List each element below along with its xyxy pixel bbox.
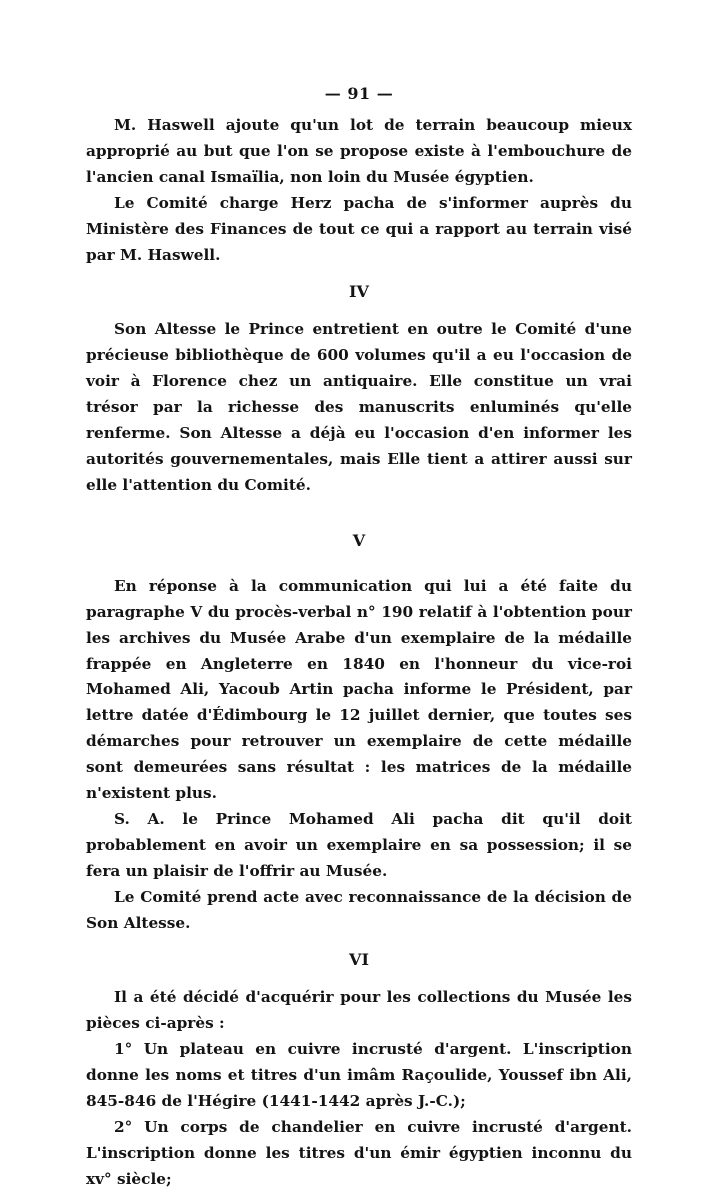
section-iv-paragraph-1: Son Altesse le Prince entretient en outre le Comité d'une précieuse bibliothèque de 600 volumes qu'il a eu l'occasion de voir à Florence chez un antiquaire. Elle constitue un vrai trésor par la richesse des manuscrits enluminés qu'elle renferme. Son Altesse a déjà eu l'occasion d'en informer les autorités gouvernementales, mais Elle tient a attirer aussi sur elle l'attention du Comité.	[86, 320, 632, 494]
intro-paragraph-2: Le Comité charge Herz pacha de s'informer auprès du Ministère des Finances de tout ce qui a rapport au terrain visé par M. Haswell.	[86, 193, 632, 264]
section-vi-item-1: 1° Un plateau en cuivre incrusté d'argent. L'inscription donne les noms et titres d'un imâm Raçoulide, Youssef ibn Ali, 845-846 de l'Hégire (1441-1442 après J.-C.);	[86, 1040, 632, 1111]
section-v-paragraph-3: Le Comité prend acte avec reconnaissance de la décision de Son Altesse.	[86, 887, 632, 932]
section-v-paragraph-2: S. A. le Prince Mohamed Ali pacha dit qu'il doit probablement en avoir un exemplaire en sa possession; il se fera un plaisir de l'offrir au Musée.	[86, 809, 632, 880]
document-page	[86, 84, 632, 1193]
section-vi-item-2: 2° Un corps de chandelier en cuivre incrusté d'argent. L'inscription donne les titres d'un émir égyptien inconnu du xv° siècle;	[86, 1118, 632, 1188]
section-heading-iv: IV	[349, 282, 369, 302]
intro-paragraph-1: M. Haswell ajoute qu'un lot de terrain beaucoup mieux approprié au but que l'on se propose existe à l'embouchure de l'ancien canal Ismaïlia, non loin du Musée égyptien.	[86, 116, 632, 186]
page-number: — 91 —	[324, 84, 394, 103]
section-vi-paragraph-1: Il a été décidé d'acquérir pour les collections du Musée les pièces ci-après :	[86, 988, 632, 1033]
section-heading-v: V	[352, 530, 366, 550]
section-heading-vi: VI	[349, 950, 369, 970]
section-v-paragraph-1: En réponse à la communication qui lui a été faite du paragraphe V du procès-verbal n° 190 relatif à l'obtention pour les archives du Musée Arabe d'un exemplaire de la médaille frappée en Angleterre en 1840 en l'honneur du vice-roi Mohamed Ali, Yacoub Artin pacha informe le Président, par lettre datée d'Édimbourg le 12 juillet dernier, que toutes ses démarches pour retrouver un exemplaire de cette médaille sont demeurées sans résultat : les matrices de la médaille n'existent plus.	[86, 576, 632, 803]
